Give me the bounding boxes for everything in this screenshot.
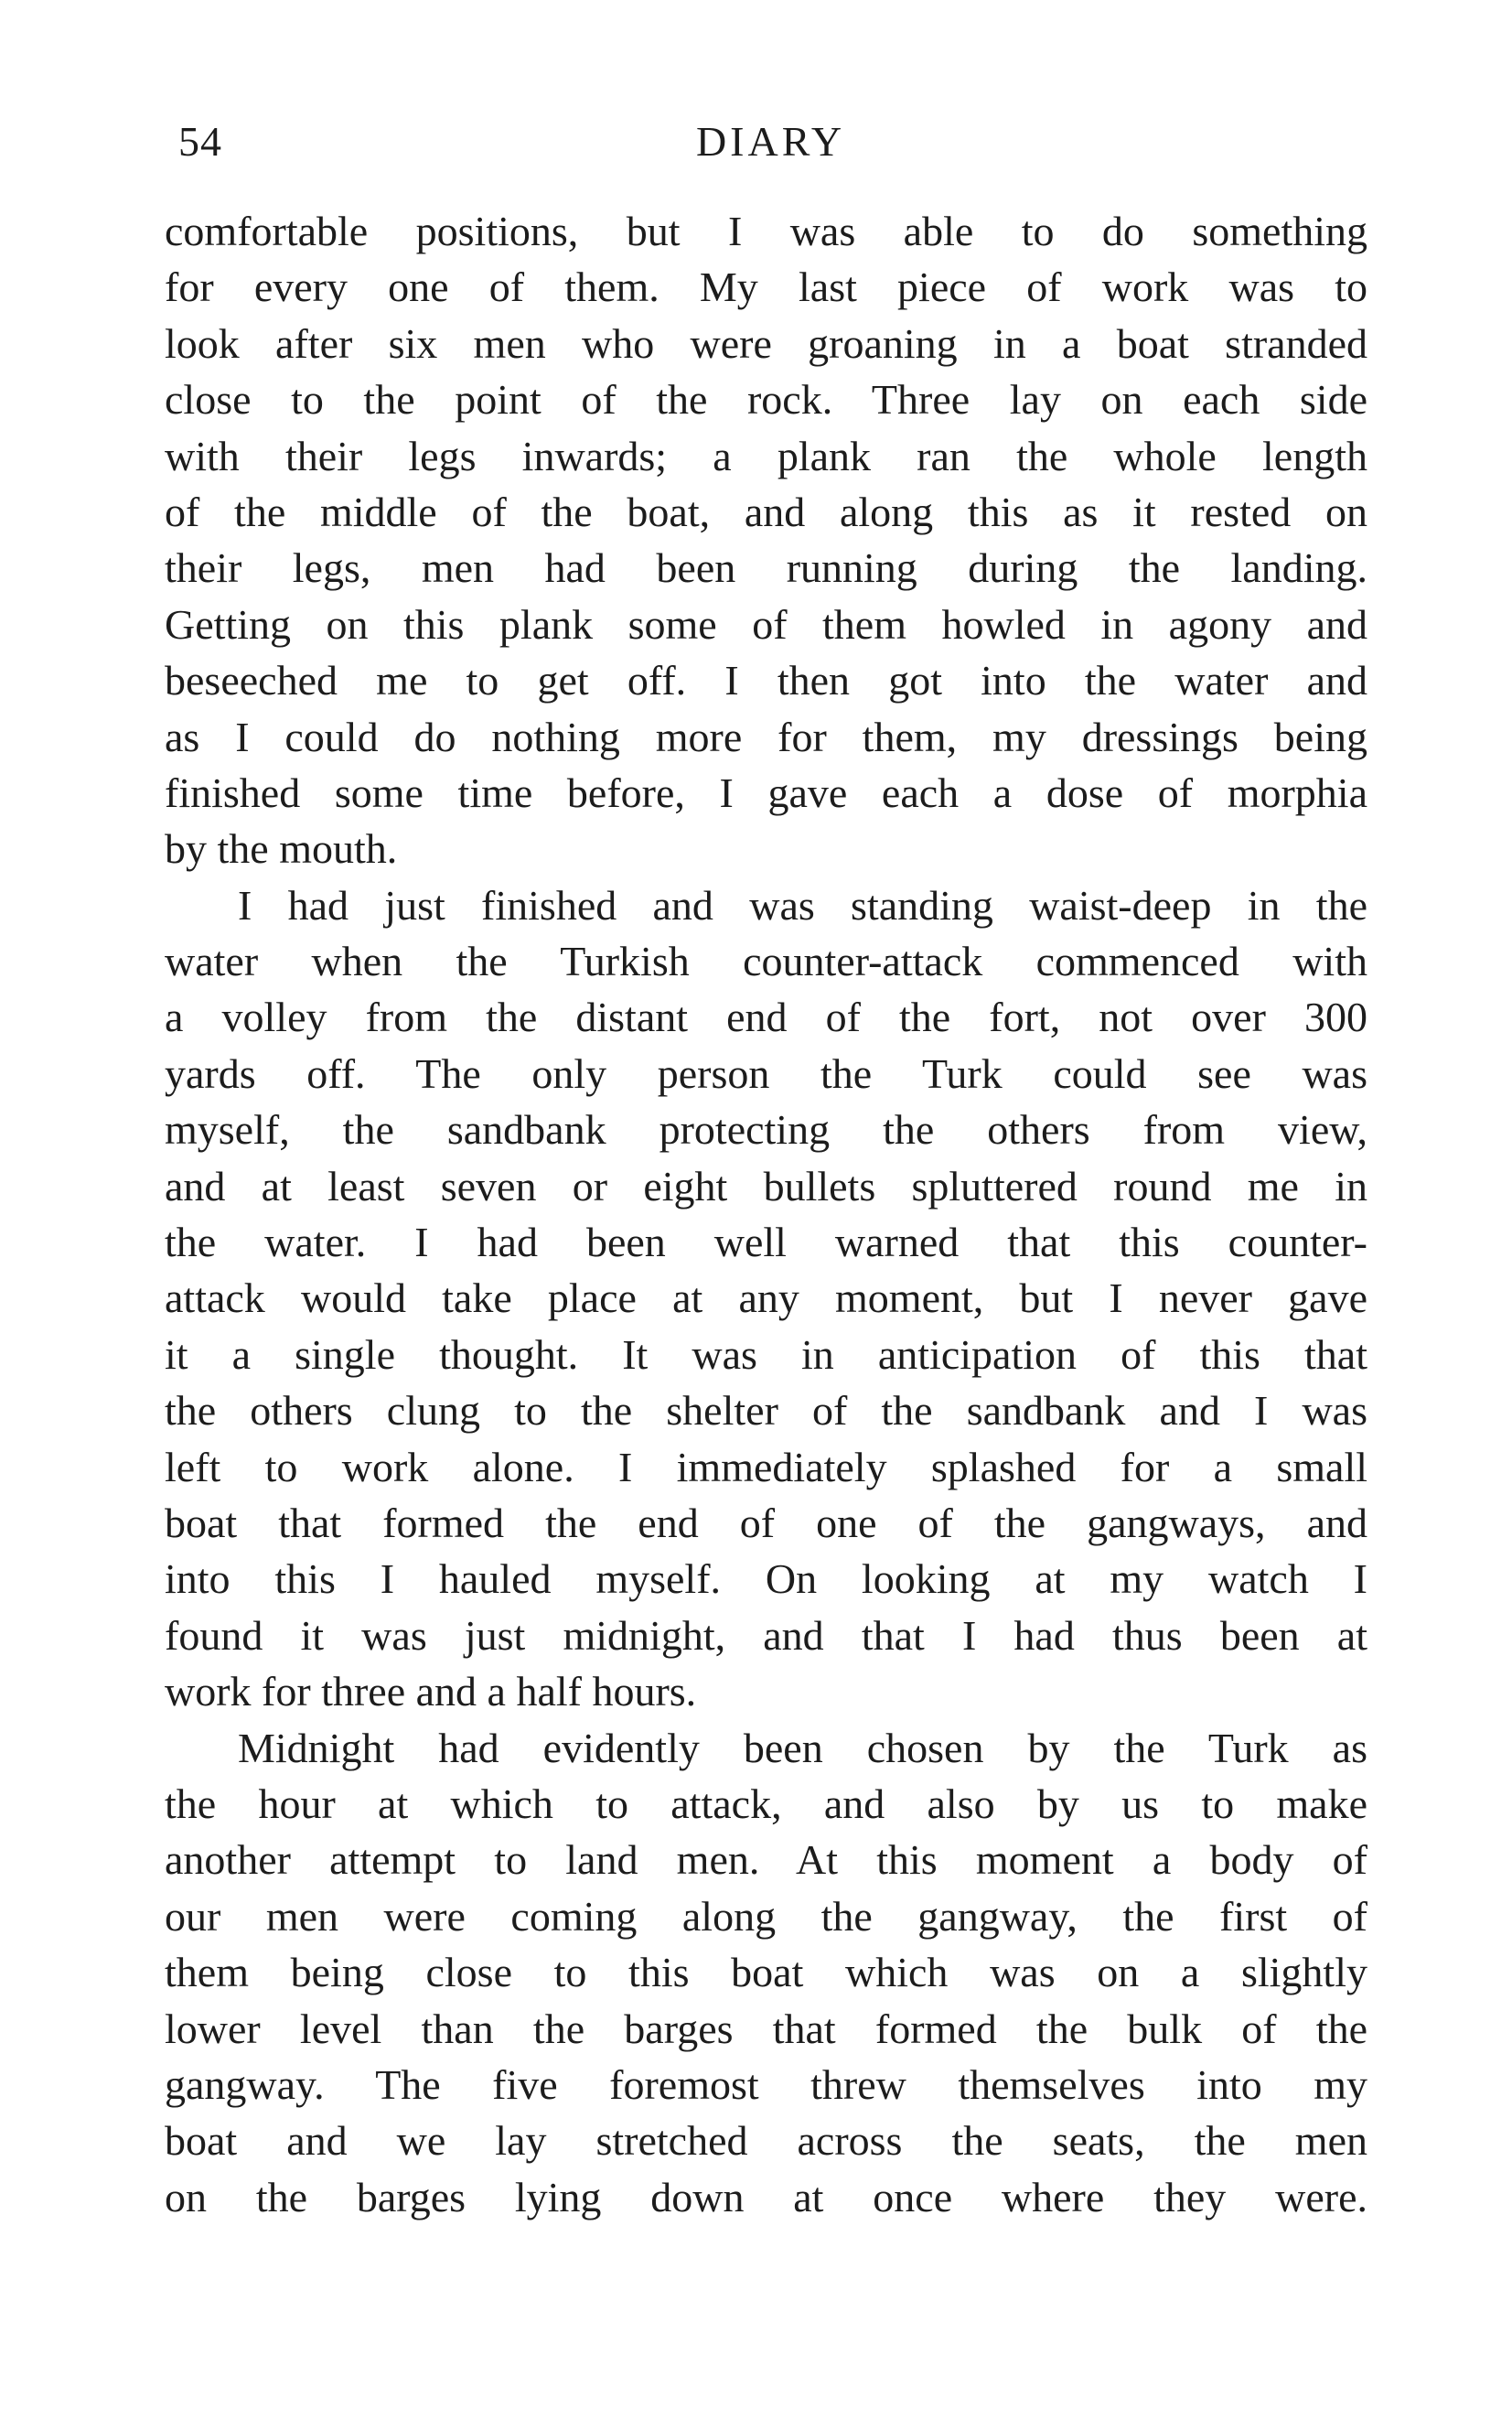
text-line: our men were coming along the gangway, the first of [165, 1892, 1367, 1940]
text-line: left to work alone. I immediately splashed for a small [165, 1443, 1367, 1490]
text-line: another attempt to land men. At this moment a body of [165, 1836, 1367, 1884]
paragraph-end-line: work for three and a half hours. [165, 1668, 697, 1715]
text-line: on the barges lying down at once where they were. [165, 2173, 1367, 2220]
text-line: with their legs inwards; a plank ran the whole length [165, 432, 1367, 479]
text-line: beseeched me to get off. I then got into the water and [165, 657, 1367, 704]
text-line: water when the Turkish counter-attack commenced with [165, 938, 1367, 985]
text-line: close to the point of the rock. Three lay on each side [165, 376, 1367, 424]
text-line: gangway. The five foremost threw themselves into my [165, 2060, 1367, 2108]
text-line: their legs, men had been running during the landing. [165, 544, 1367, 592]
text-line: as I could do nothing more for them, my dressings being [165, 713, 1367, 760]
text-line: of the middle of the boat, and along this as it rested on [165, 488, 1367, 535]
text-line: comfortable positions, but I was able to do something [165, 208, 1367, 254]
paragraph-end-line: by the mouth. [165, 825, 398, 873]
text-line: look after six men who were groaning in a boat stranded [165, 319, 1367, 367]
body-text [165, 203, 1367, 2225]
paragraph-start-line: I had just finished and was standing waist-deep in the [238, 881, 1367, 929]
text-line: yards off. The only person the Turk could see was [165, 1049, 1367, 1097]
text-line: the hour at which to attack, and also by us to make [165, 1779, 1367, 1827]
text-line: into this I hauled myself. On looking at my watch I [165, 1555, 1367, 1603]
text-line: boat that formed the end of one of the gangways, and [165, 1499, 1367, 1546]
running-head: DIARY [695, 118, 846, 165]
page-number: 54 [178, 118, 222, 165]
text-line: found it was just midnight, and that I had thus been at [165, 1611, 1367, 1659]
text-line: it a single thought. It was in anticipation of this that [165, 1330, 1367, 1378]
text-line: a volley from the distant end of the fort, not over 300 [165, 994, 1367, 1041]
text-line: the others clung to the shelter of the sandbank and I was [165, 1387, 1367, 1435]
text-line: attack would take place at any moment, but I never gave [165, 1274, 1367, 1322]
text-line: myself, the sandbank protecting the others from view, [165, 1106, 1367, 1154]
text-line: for every one of them. My last piece of work was to [165, 263, 1367, 311]
paragraph-start-line: Midnight had evidently been chosen by the Turk as [238, 1724, 1367, 1771]
text-line: lower level than the barges that formed the bulk of the [165, 2005, 1367, 2052]
text-line: them being close to this boat which was on a slightly [165, 1949, 1367, 1996]
text-line: boat and we lay stretched across the seats, the men [165, 2117, 1367, 2165]
text-line: finished some time before, I gave each a dose of morphia [165, 769, 1367, 816]
text-line: and at least seven or eight bullets spluttered round me in [165, 1162, 1367, 1210]
text-line: the water. I had been well warned that this counter- [165, 1219, 1367, 1266]
page-header [178, 117, 1363, 172]
text-line: Getting on this plank some of them howled in agony and [165, 600, 1367, 648]
